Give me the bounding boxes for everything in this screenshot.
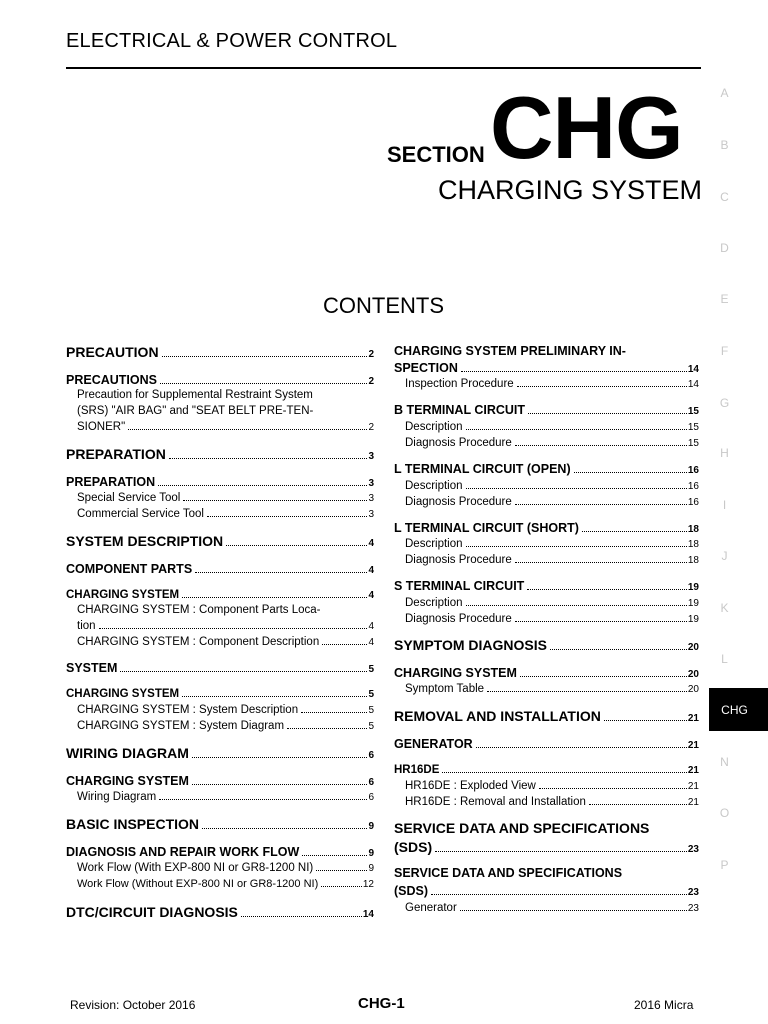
toc-entry-title: Diagnosis Procedure [405,554,512,566]
toc-entry-page: 19 [687,614,699,625]
toc-leader [128,429,367,430]
toc-entry-title: Description [405,421,463,433]
toc-entry-title: PREPARATION [66,446,166,462]
toc-entry[interactable] [394,437,699,449]
toc-entry-title: CHARGING SYSTEM [394,666,517,680]
toc-entry[interactable] [66,816,374,832]
toc-entry-page: 21 [687,713,699,724]
toc-entry-page: 21 [687,740,699,751]
side-index-letter[interactable]: L [721,652,728,666]
toc-leader [160,383,367,384]
section-label: SECTION [387,142,485,167]
side-index-letter[interactable]: O [719,806,730,820]
toc-entry[interactable] [66,446,374,462]
toc-leader [321,886,362,887]
section-name: CHARGING SYSTEM [437,175,702,205]
toc-leader [169,458,368,459]
toc-entry[interactable] [394,421,699,433]
toc-entry[interactable] [394,780,699,792]
toc-entry[interactable] [66,878,374,890]
footer-model: 2016 Micra [634,998,694,1012]
toc-entry-title: Description [405,538,463,550]
toc-entry-title: SPECTION [394,361,458,375]
toc-entry-title: tion [77,620,96,632]
toc-entry-title: Generator [405,902,457,914]
toc-entry-page: 5 [368,664,374,675]
toc-entry-page: 4 [368,565,374,576]
toc-entry-title: Description [405,480,463,492]
toc-entry-title: SYSTEM DESCRIPTION [66,533,224,549]
toc-leader [302,855,367,856]
toc-entry-title: PRECAUTION [66,344,159,360]
toc-leader [574,472,687,473]
toc-entry[interactable] [66,688,374,700]
toc-leader [466,546,687,547]
toc-entry[interactable] [394,579,699,593]
toc-entry[interactable] [394,597,699,609]
toc-entry[interactable] [66,620,374,632]
side-index-letter[interactable]: J [721,549,728,563]
toc-leader [515,504,687,505]
toc-entry-page: 14 [687,379,699,390]
toc-entry-title: B TERMINAL CIRCUIT [394,403,526,417]
toc-entry-title: Work Flow (Without EXP-800 NI or GR8-1200 NI) [77,878,319,890]
toc-entry-title: L TERMINAL CIRCUIT (OPEN) [394,462,571,476]
toc-entry[interactable] [394,764,699,776]
toc-entry[interactable] [66,589,374,601]
toc-entry[interactable] [394,554,699,566]
toc-entry-page: 16 [687,497,699,508]
toc-entry-title-line: (SRS) "AIR BAG" and "SEAT BELT PRE-TEN- [77,405,314,417]
toc-entry[interactable] [66,421,374,433]
toc-entry[interactable] [66,492,374,504]
toc-leader [202,828,367,829]
toc-entry-page: 4 [368,538,374,549]
toc-entry-page: 19 [687,582,699,593]
toc-entry-title: CHARGING SYSTEM : System Description [77,704,299,716]
toc-entry-page: 3 [368,493,374,504]
side-index-letter[interactable]: B [720,138,729,152]
toc-leader [539,788,687,789]
toc-entry[interactable] [66,904,374,920]
toc-entry-page: 4 [368,590,374,601]
toc-leader [466,605,687,606]
toc-leader [192,784,368,785]
toc-entry-page: 3 [368,478,374,489]
toc-entry[interactable] [394,613,699,625]
toc-entry[interactable] [394,538,699,550]
toc-entry-title-line: CHARGING SYSTEM PRELIMINARY IN- [394,344,626,358]
toc-leader [550,649,687,650]
toc-entry-page: 9 [368,863,374,874]
toc-entry-title-line: CHARGING SYSTEM : Component Parts Loca- [77,604,321,616]
toc-entry[interactable] [394,462,699,476]
toc-entry-title: Diagnosis Procedure [405,613,512,625]
toc-entry[interactable] [66,508,374,520]
toc-entry[interactable] [394,683,699,695]
toc-entry-title: HR16DE : Removal and Installation [405,796,586,808]
side-index-letter[interactable]: C [720,190,729,204]
toc-entry[interactable] [66,845,374,859]
toc-leader [241,916,362,917]
toc-entry-page: 2 [368,422,374,433]
toc-entry-page: 9 [368,821,374,832]
toc-leader [604,720,687,721]
toc-leader [159,799,367,800]
toc-entry[interactable] [394,902,699,914]
toc-entry[interactable] [394,480,699,492]
side-index-letter[interactable]: G [719,396,730,410]
toc-entry-page: 16 [687,481,699,492]
toc-entry-page: 23 [687,903,699,914]
toc-entry-page: 14 [687,364,699,375]
toc-entry[interactable] [66,704,374,716]
toc-entry-page: 6 [368,792,374,803]
toc-leader [461,371,687,372]
toc-entry-page: 3 [368,451,374,462]
toc-entry[interactable] [66,862,374,874]
toc-entry-title: Symptom Table [405,683,485,695]
toc-entry[interactable] [66,344,374,360]
toc-entry-title: Work Flow (With EXP-800 NI or GR8-1200 NI) [77,862,314,874]
toc-entry-title: L TERMINAL CIRCUIT (SHORT) [394,521,579,535]
toc-leader [195,572,367,573]
toc-entry-page: 14 [362,909,374,920]
toc-entry-page: 6 [368,777,374,788]
toc-leader [207,516,367,517]
toc-leader [182,696,367,697]
toc-leader [520,676,687,677]
toc-entry-page: 16 [687,465,699,476]
toc-entry-page: 23 [687,844,699,855]
toc-entry[interactable] [66,636,374,648]
toc-entry-page: 4 [368,621,374,632]
toc-leader [517,386,687,387]
toc-entry-title: REMOVAL AND INSTALLATION [394,708,601,724]
toc-leader [226,545,367,546]
toc-leader [582,531,687,532]
toc-leader [515,562,687,563]
toc-entry-page: 18 [687,539,699,550]
side-index-letter[interactable]: K [720,601,729,615]
side-index-letter[interactable]: N [720,755,729,769]
toc-entry[interactable] [394,666,699,680]
side-index-letter[interactable]: I [722,498,727,512]
toc-entry-title-line: SERVICE DATA AND SPECIFICATIONS [394,820,650,836]
toc-entry-title: PRECAUTIONS [66,373,157,387]
toc-leader [476,747,687,748]
toc-leader [515,621,687,622]
toc-entry[interactable] [394,796,699,808]
toc-entry-page: 4 [368,637,374,648]
toc-entry-title: CHARGING SYSTEM : Component Description [77,636,320,648]
toc-leader [182,597,367,598]
toc-leader [528,413,687,414]
toc-entry[interactable] [66,373,374,387]
toc-entry[interactable] [66,720,374,732]
toc-entry-title: BASIC INSPECTION [66,816,200,832]
toc-leader [99,628,368,629]
toc-leader [589,804,687,805]
toc-leader [162,356,368,357]
toc-entry-page: 20 [687,642,699,653]
toc-entry-title: Commercial Service Tool [77,508,204,520]
toc-entry-title: COMPONENT PARTS [66,562,193,576]
toc-leader [487,691,687,692]
toc-entry-page: 18 [687,524,699,535]
toc-entry-title: CHARGING SYSTEM [66,589,180,601]
toc-entry-page: 18 [687,555,699,566]
toc-entry-title: SIONER" [77,421,126,433]
toc-entry[interactable] [66,774,374,788]
toc-entry-page: 9 [368,848,374,859]
toc-entry-title-line: Precaution for Supplemental Restraint System [77,389,313,401]
toc-entry-page: 5 [368,721,374,732]
toc-entry-title: Description [405,597,463,609]
toc-entry-title: CHARGING SYSTEM [66,774,189,788]
toc-entry-title: SYSTEM [66,661,118,675]
toc-entry-page: 23 [687,887,699,898]
toc-entry-page: 2 [368,376,374,387]
toc-entry-title: DIAGNOSIS AND REPAIR WORK FLOW [66,845,300,859]
toc-entry-title: Diagnosis Procedure [405,437,512,449]
toc-leader [466,488,687,489]
toc-entry[interactable] [394,378,699,390]
toc-leader [431,894,687,895]
toc-entry[interactable] [66,562,374,576]
toc-entry[interactable] [394,839,699,855]
toc-leader [466,429,687,430]
toc-entry-title: HR16DE [394,764,440,776]
toc-entry-page: 21 [687,781,699,792]
side-index-letter[interactable]: H [720,446,729,460]
toc-entry-title: (SDS) [394,839,433,855]
toc-entry-page: 20 [687,684,699,695]
toc-entry-title: S TERMINAL CIRCUIT [394,579,525,593]
side-index-letter[interactable]: F [720,344,729,358]
footer-revision: Revision: October 2016 [70,998,196,1012]
toc-leader [316,870,367,871]
section-code: CHG [490,78,683,177]
contents-title: CONTENTS [323,293,444,318]
side-index-letter[interactable]: E [720,292,729,306]
toc-leader [158,485,367,486]
toc-entry-title: Special Service Tool [77,492,181,504]
header-title: ELECTRICAL & POWER CONTROL [66,30,398,52]
toc-leader [120,671,367,672]
toc-leader [442,772,686,773]
toc-leader [322,644,367,645]
toc-entry-page: 19 [687,598,699,609]
toc-entry-page: 15 [687,438,699,449]
toc-entry-title: WIRING DIAGRAM [66,745,189,761]
side-index-letter[interactable]: P [720,858,729,872]
toc-entry-page: 21 [687,797,699,808]
toc-entry-title: Wiring Diagram [77,791,157,803]
side-index-active-tab[interactable]: CHG [709,688,768,731]
toc-entry-page: 5 [368,705,374,716]
toc-entry-title: CHARGING SYSTEM [66,688,180,700]
toc-entry[interactable] [394,403,699,417]
toc-leader [515,445,687,446]
toc-entry[interactable] [394,708,699,724]
toc-leader [301,712,367,713]
toc-entry[interactable] [394,884,699,898]
toc-entry[interactable] [66,533,374,549]
toc-leader [183,500,367,501]
toc-leader [192,757,368,758]
toc-entry-title: CHARGING SYSTEM : System Diagram [77,720,285,732]
toc-leader [435,851,687,852]
toc-entry-title: DTC/CIRCUIT DIAGNOSIS [66,904,238,920]
toc-entry-page: 21 [687,765,699,776]
toc-leader [287,728,367,729]
toc-entry-page: 20 [687,669,699,680]
toc-entry-title: PREPARATION [66,475,156,489]
toc-entry-title: Diagnosis Procedure [405,496,512,508]
toc-entry[interactable] [394,737,699,751]
toc-entry-page: 12 [362,879,374,890]
toc-entry-title: (SDS) [394,884,429,898]
toc-entry[interactable] [394,521,699,535]
toc-entry[interactable] [394,637,699,653]
side-index-letter[interactable]: A [720,86,729,100]
toc-leader [527,589,687,590]
toc-leader [460,910,687,911]
toc-entry[interactable] [66,475,374,489]
footer-page-number: CHG-1 [358,995,405,1012]
toc-entry-title: HR16DE : Exploded View [405,780,536,792]
toc-entry-page: 5 [368,689,374,700]
toc-entry[interactable] [394,361,699,375]
toc-entry-page: 2 [368,349,374,360]
toc-entry-page: 15 [687,422,699,433]
toc-entry-title: GENERATOR [394,737,473,751]
toc-entry-page: 15 [687,406,699,417]
toc-entry[interactable] [66,745,374,761]
toc-entry-title: Inspection Procedure [405,378,514,390]
side-index-letter[interactable]: D [720,241,729,255]
header-rule [66,67,701,69]
toc-entry-title: SYMPTOM DIAGNOSIS [394,637,547,653]
toc-entry-page: 3 [368,509,374,520]
toc-entry-title-line: SERVICE DATA AND SPECIFICATIONS [394,866,623,880]
toc-entry[interactable] [66,791,374,803]
toc-entry[interactable] [394,496,699,508]
toc-entry[interactable] [66,661,374,675]
toc-entry-page: 6 [368,750,374,761]
